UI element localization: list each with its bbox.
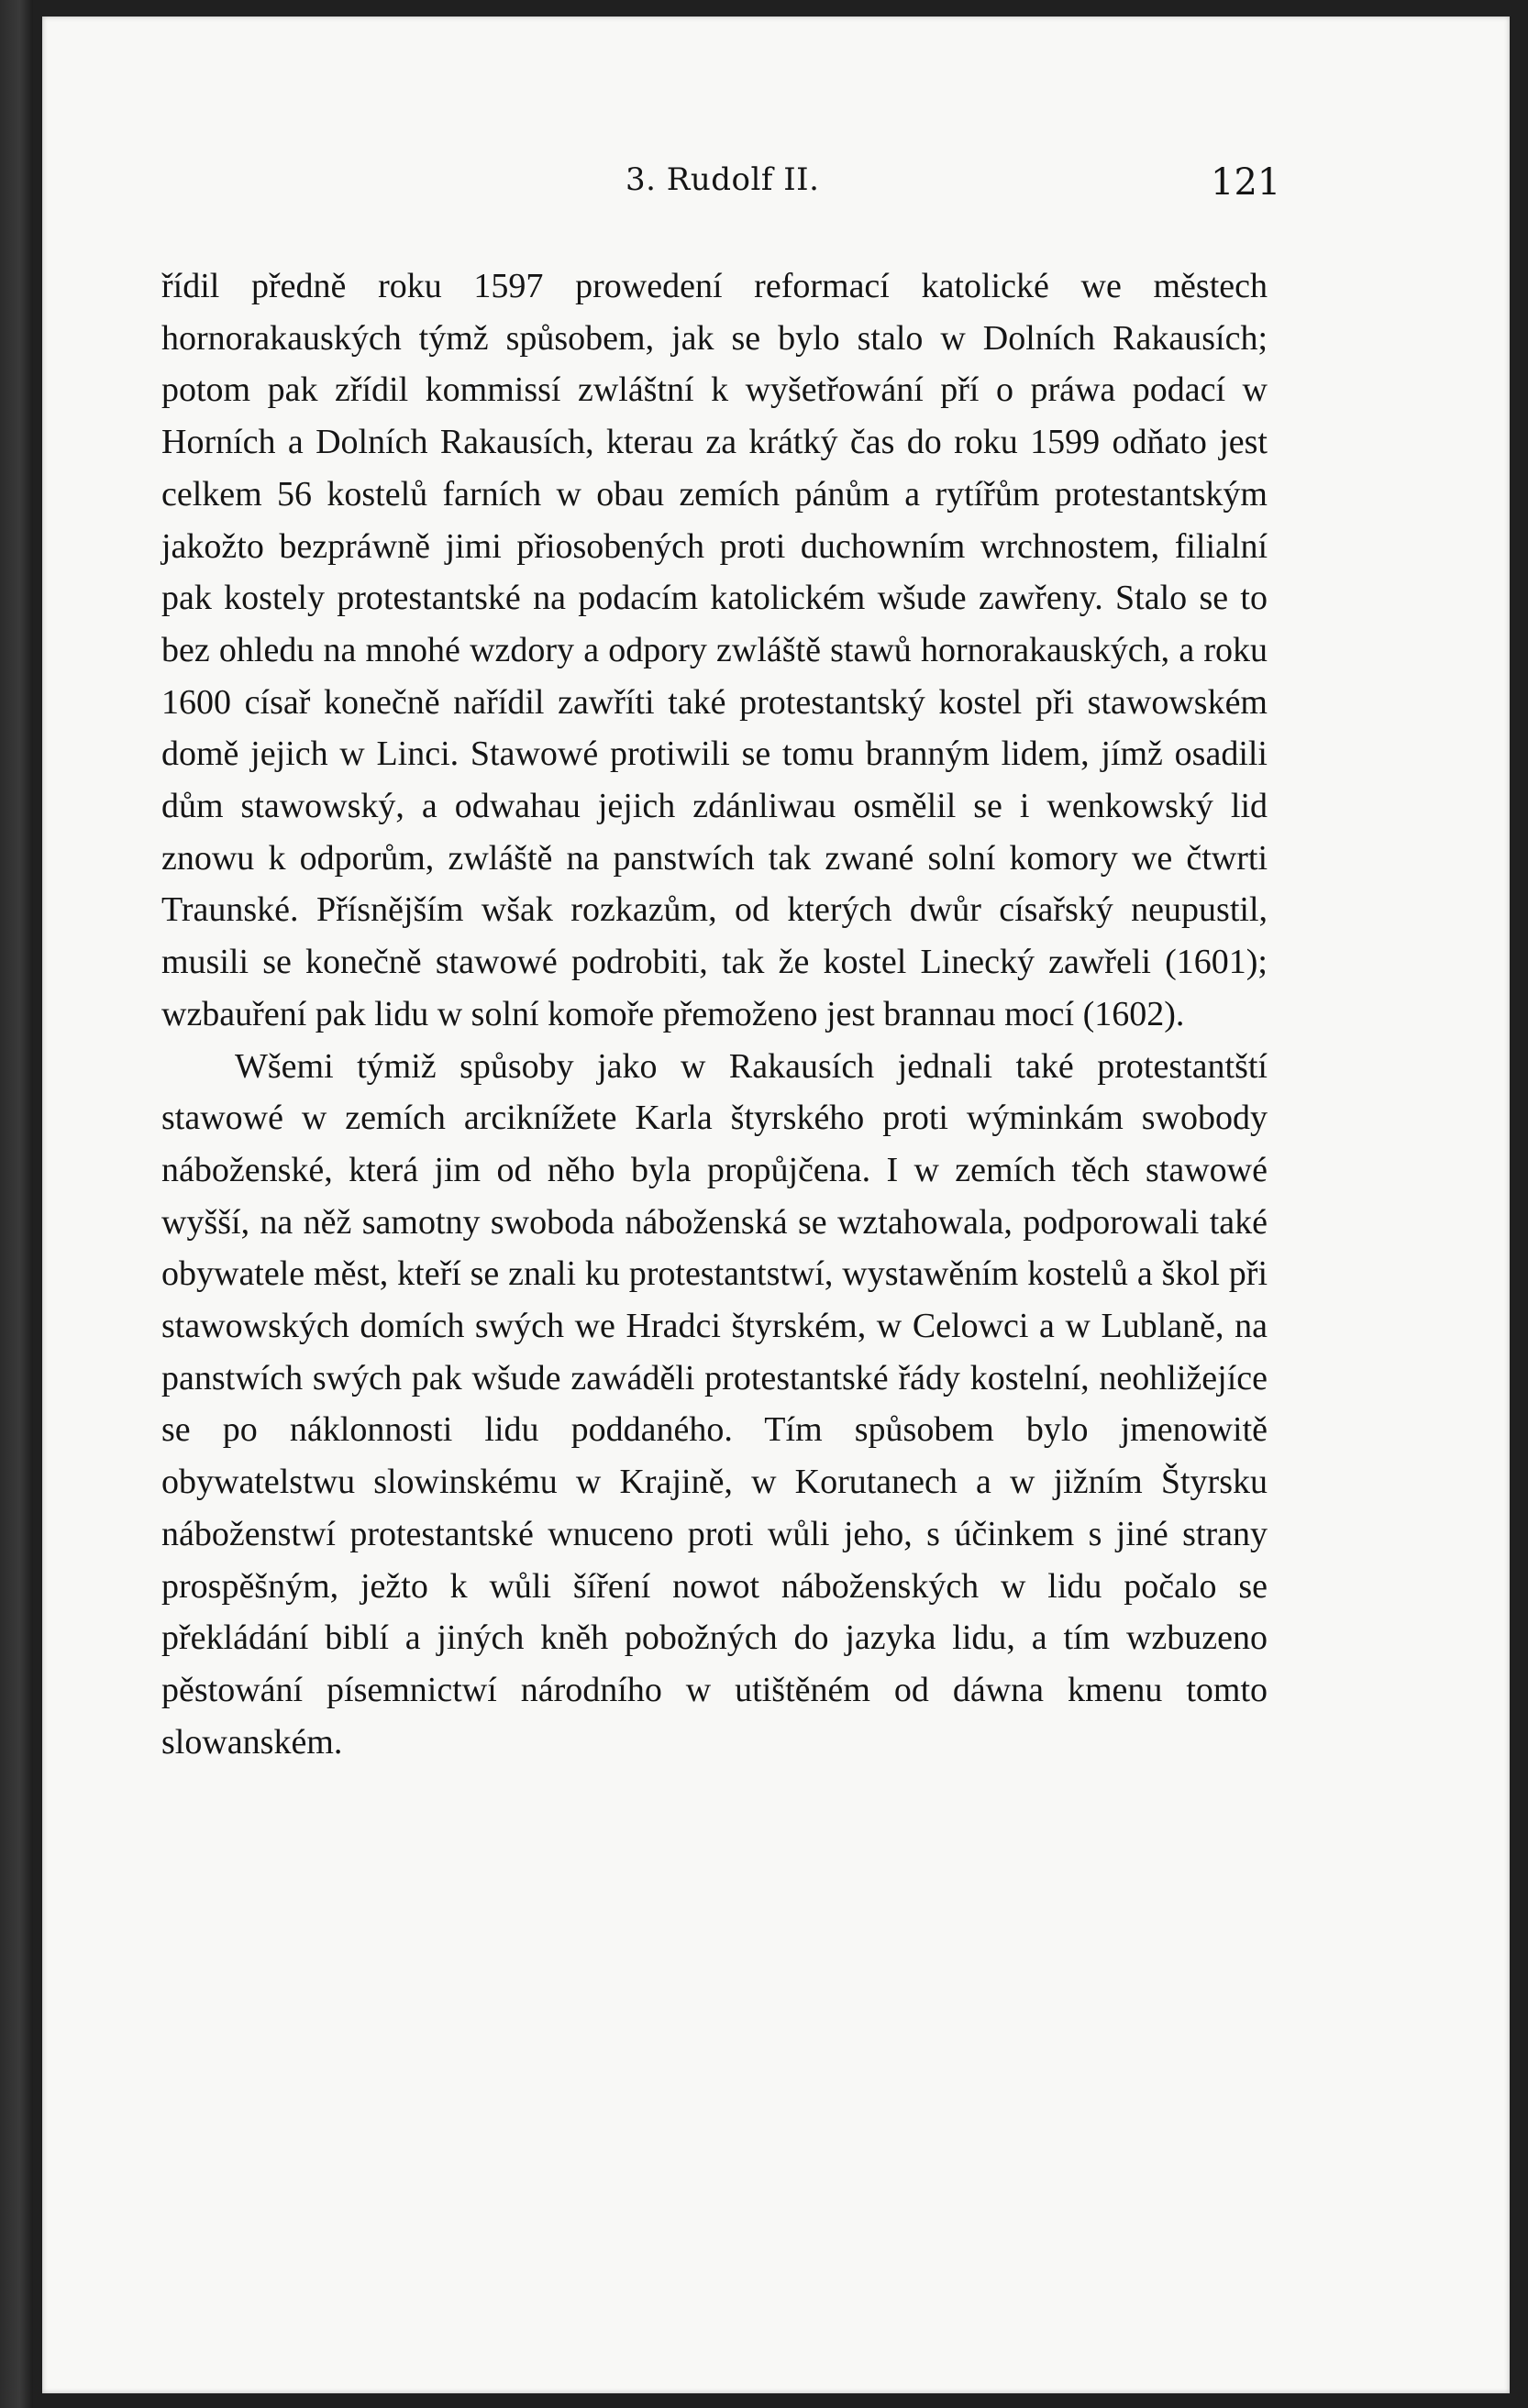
book-page (42, 17, 1510, 2393)
facing-page-edge (0, 0, 33, 2408)
running-head: 3. Rudolf II. (626, 161, 820, 198)
page-header (42, 161, 1510, 216)
paragraph: řídil předně roku 1597 prowedení reformací katolické we městech hornorakauských týmž spůsobem, jak se bylo stalo w Dolních Rakausích; potom pak zřídil kommissí zwláštní k wyšetřowání pří o práwa podací w Horních a Dolních Rakausích, kterau za krátký čas do roku 1599 odňato jest celkem 56 kostelů farních w obau zemích pánům a rytířům protestantským jakožto bezpráwně jimi přiosobených proti duchowním wrchnostem, filialní pak kostely protestantské na podacím katolickém wšude zawřeny. Stalo se to bez ohledu na mnohé wzdory a odpory zwláště stawů hornorakauských, a roku 1600 císař konečně nařídil zawříti také protestantský kostel při stawowském domě jejich w Linci. Stawowé protiwili se tomu branným lidem, jímž osadili dům stawowský, a odwahau jejich zdánliwau osmělil se i wenkowský lid znowu k odporům, zwláště na panstwích tak zwané solní komory we čtwrti Traunské. Přísnějším wšak rozkazům, od kterých dwůr císařský neupustil, musili se konečně stawowé podrobiti, tak že kostel Linecký zawřeli (1601); wzbauření pak lidu w solní komoře přemoženo jest brannau mocí (1602). (161, 267, 1268, 1033)
page-number: 121 (1211, 161, 1281, 204)
paragraph: Wšemi týmiž spůsoby jako w Rakausích jednali také protestantští stawowé w zemích arciknížete Karla štyrského proti wýminkám swobody náboženské, která jim od něho byla propůjčena. I w zemích těch stawowé wyšší, na něž samotny swoboda náboženská se wztahowala, podporowali také obywatele měst, kteří se znali ku protestantstwí, wystawěním kostelů a škol při stawowských domích swých we Hradci štyrském, w Celowci a w Lublaně, na panstwích swých pak wšude zawáděli protestantské řády kostelní, neohližejíce se po náklonnosti lidu poddaného. Tím spůsobem bylo jmenowitě obywatelstwu slowinskému w Krajině, w Korutanech a w jižním Štyrsku náboženstwí protestantské wnuceno proti wůli jeho, s účinkem s jiné strany prospěšným, ježto k wůli šíření nowot náboženských w lidu počalo se překládání biblí a jiných kněh pobožných do jazyka lidu, a tím wzbuzeno pěstowání písemnictwí národního w utištěném od dáwna kmenu tomto slowanském. (161, 1046, 1268, 1762)
body-text (161, 260, 1268, 1768)
